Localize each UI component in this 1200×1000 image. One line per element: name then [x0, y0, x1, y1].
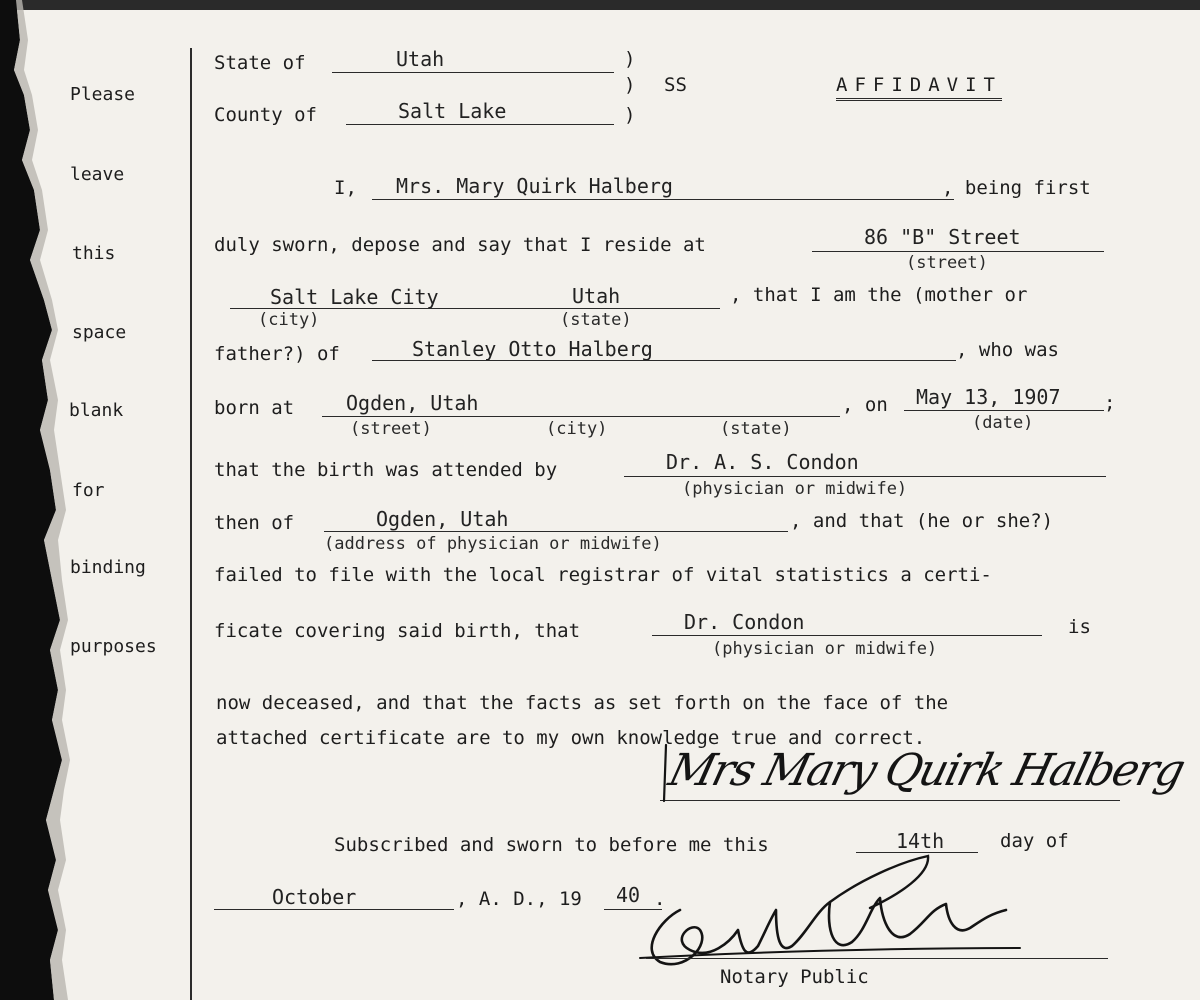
city-value: Salt Lake City: [270, 285, 439, 309]
birth-street-label: (street): [350, 419, 432, 439]
margin-note-line: this: [72, 243, 116, 264]
margin-note-line: binding: [70, 557, 146, 578]
physician-underline: [624, 476, 1106, 477]
state-label-residence: (state): [560, 310, 632, 330]
birth-place: Ogden, Utah: [346, 391, 479, 415]
notary-signature-line: [646, 958, 1108, 959]
street-label: (street): [906, 253, 988, 273]
margin-note-line: space: [72, 322, 127, 343]
day-value: 14th: [896, 829, 945, 853]
attended-by-text: that the birth was attended by: [214, 459, 558, 481]
birth-city-label: (city): [546, 419, 608, 439]
affiant-underline: [372, 199, 954, 200]
birth-date: May 13, 1907: [916, 385, 1061, 409]
child-name: Stanley Otto Halberg: [412, 337, 653, 361]
birth-state-label: (state): [720, 419, 792, 439]
birth-place-underline: [322, 416, 840, 417]
birth-date-underline: [904, 410, 1104, 411]
state-value: Utah: [396, 47, 445, 71]
margin-note-line: blank: [69, 400, 124, 421]
address-label: (address of physician or midwife): [324, 534, 662, 554]
semicolon: ;: [1104, 392, 1116, 414]
county-label: County of: [214, 104, 317, 126]
date-label: (date): [972, 413, 1034, 433]
physician-label: (physician or midwife): [682, 479, 908, 499]
state-underline: [332, 72, 614, 73]
failed-line: failed to file with the local registrar of vital statistics a certi-: [214, 564, 992, 586]
notary-signature: [630, 850, 1030, 980]
affidavit-title: AFFIDAVIT: [836, 74, 1002, 101]
torn-edge: [0, 0, 70, 1000]
paren: ): [624, 104, 636, 126]
state-value-residence: Utah: [572, 284, 621, 308]
who-was-text: , who was: [956, 339, 1059, 361]
affiant-signature: Mrs Mary Quirk Halberg: [663, 745, 1189, 796]
street-value: 86 "B" Street: [864, 225, 1021, 249]
deceased-physician: Dr. Condon: [684, 610, 805, 634]
month-value: October: [272, 885, 357, 909]
now-deceased-line: now deceased, and that the facts as set forth on the face of the: [216, 692, 949, 714]
margin-note-line: Please: [70, 84, 136, 105]
deceased-underline: [652, 635, 1042, 636]
child-underline: [372, 360, 956, 361]
notary-public-label: Notary Public: [720, 966, 869, 988]
margin-note-line: purposes: [70, 636, 157, 657]
margin-rule: [190, 48, 192, 1000]
margin-note-line: leave: [70, 164, 125, 185]
on-text: , on: [842, 394, 888, 416]
deceased-label: (physician or midwife): [712, 639, 938, 659]
mother-or-text: , that I am the (mother or: [730, 284, 1028, 306]
day-of-text: day of: [1000, 830, 1069, 852]
is-text: is: [1068, 616, 1091, 638]
ad-text: , A. D., 19: [456, 888, 582, 910]
attached-line: attached certificate are to my own knowledge true and correct.: [216, 727, 926, 749]
month-underline: [214, 909, 454, 910]
subscribed-text: Subscribed and sworn to before me this: [334, 834, 769, 856]
ficate-line: ficate covering said birth, that: [214, 620, 581, 642]
duly-sworn-text: duly sworn, depose and say that I reside at: [214, 234, 706, 256]
affiant-name: Mrs. Mary Quirk Halberg: [396, 174, 673, 198]
physician-address: Ogden, Utah: [376, 507, 509, 531]
born-at-text: born at: [214, 397, 295, 419]
father-of-text: father?) of: [214, 343, 340, 365]
margin-note-line: for: [72, 480, 105, 501]
then-of-text: then of: [214, 512, 295, 534]
year-value: 40: [616, 883, 641, 907]
county-underline: [346, 124, 614, 125]
address-underline: [324, 531, 788, 532]
being-first: , being first: [942, 177, 1091, 199]
paren: ): [624, 48, 636, 70]
street-underline: [812, 251, 1104, 252]
physician-name: Dr. A. S. Condon: [666, 450, 859, 474]
scan-edge: [0, 0, 1200, 10]
paren: ): [624, 74, 636, 96]
city-state-underline: [230, 308, 720, 309]
city-label: (city): [258, 310, 320, 330]
and-that-text: , and that (he or she?): [790, 510, 1054, 532]
state-label: State of: [214, 52, 306, 74]
ss-label: SS: [664, 74, 687, 96]
i-label: I,: [334, 177, 357, 199]
county-value: Salt Lake: [398, 99, 507, 123]
period: .: [654, 888, 666, 910]
